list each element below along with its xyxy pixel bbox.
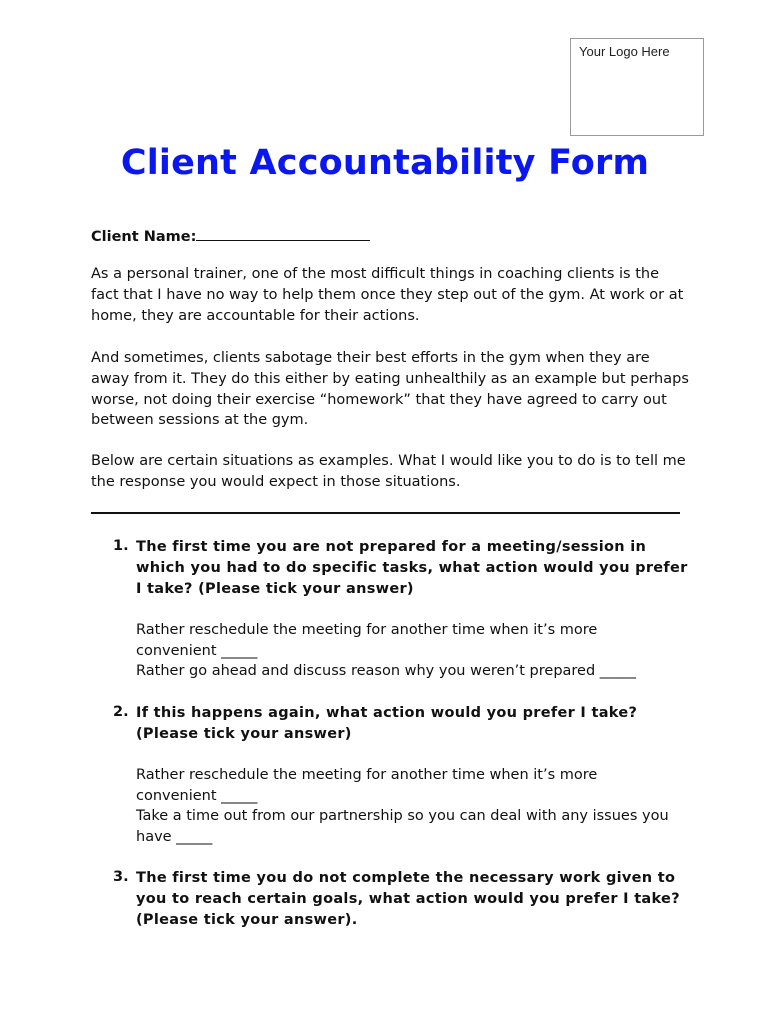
question-3-text: The first time you do not complete the necessary work given to you to reach certain goals, what action would you prefer I take? (Please tick your answer).	[136, 870, 680, 928]
question-1-number: 1.	[113, 538, 129, 554]
question-1-option-2[interactable]: Rather go ahead and discuss reason why you weren’t prepared _____	[136, 663, 637, 679]
client-name-field[interactable]	[91, 225, 370, 245]
question-2-text: If this happens again, what action would you prefer I take? (Please tick your answer)	[136, 705, 638, 742]
client-name-label: Client Name:	[91, 229, 197, 245]
intro-paragraph-3: Below are certain situations as examples. What I would like you to do is to tell me the response you would expect in those situations.	[91, 453, 686, 490]
question-2-number: 2.	[113, 704, 129, 720]
question-1-option-1[interactable]: Rather reschedule the meeting for another time when it’s more convenient _____	[136, 622, 598, 659]
section-divider	[91, 512, 680, 514]
question-1-text: The first time you are not prepared for a meeting/session in which you had to do specific tasks, what action would you prefer I take? (Please tick your answer)	[136, 539, 688, 597]
logo-placeholder-text: Your Logo Here	[579, 44, 670, 59]
intro-paragraph-2: And sometimes, clients sabotage their best efforts in the gym when they are away from it. They do this either by eating unhealthily as an example but perhaps worse, not doing their exercise “homework” that they have agreed to carry out between sessions at the gym.	[91, 350, 689, 429]
intro-paragraph-1: As a personal trainer, one of the most difficult things in coaching clients is the fact that I have no way to help them once they step out of the gym. At work or at home, they are accountable for their actions.	[91, 266, 684, 324]
logo-placeholder-box	[570, 38, 704, 136]
client-name-blank-line[interactable]	[196, 225, 370, 241]
page-title: Client Accountability Form	[120, 143, 650, 183]
question-2-option-2[interactable]: Take a time out from our partnership so you can deal with any issues you have _____	[136, 808, 669, 845]
question-2-option-1[interactable]: Rather reschedule the meeting for another time when it’s more convenient _____	[136, 767, 598, 804]
question-3-number: 3.	[113, 869, 129, 885]
